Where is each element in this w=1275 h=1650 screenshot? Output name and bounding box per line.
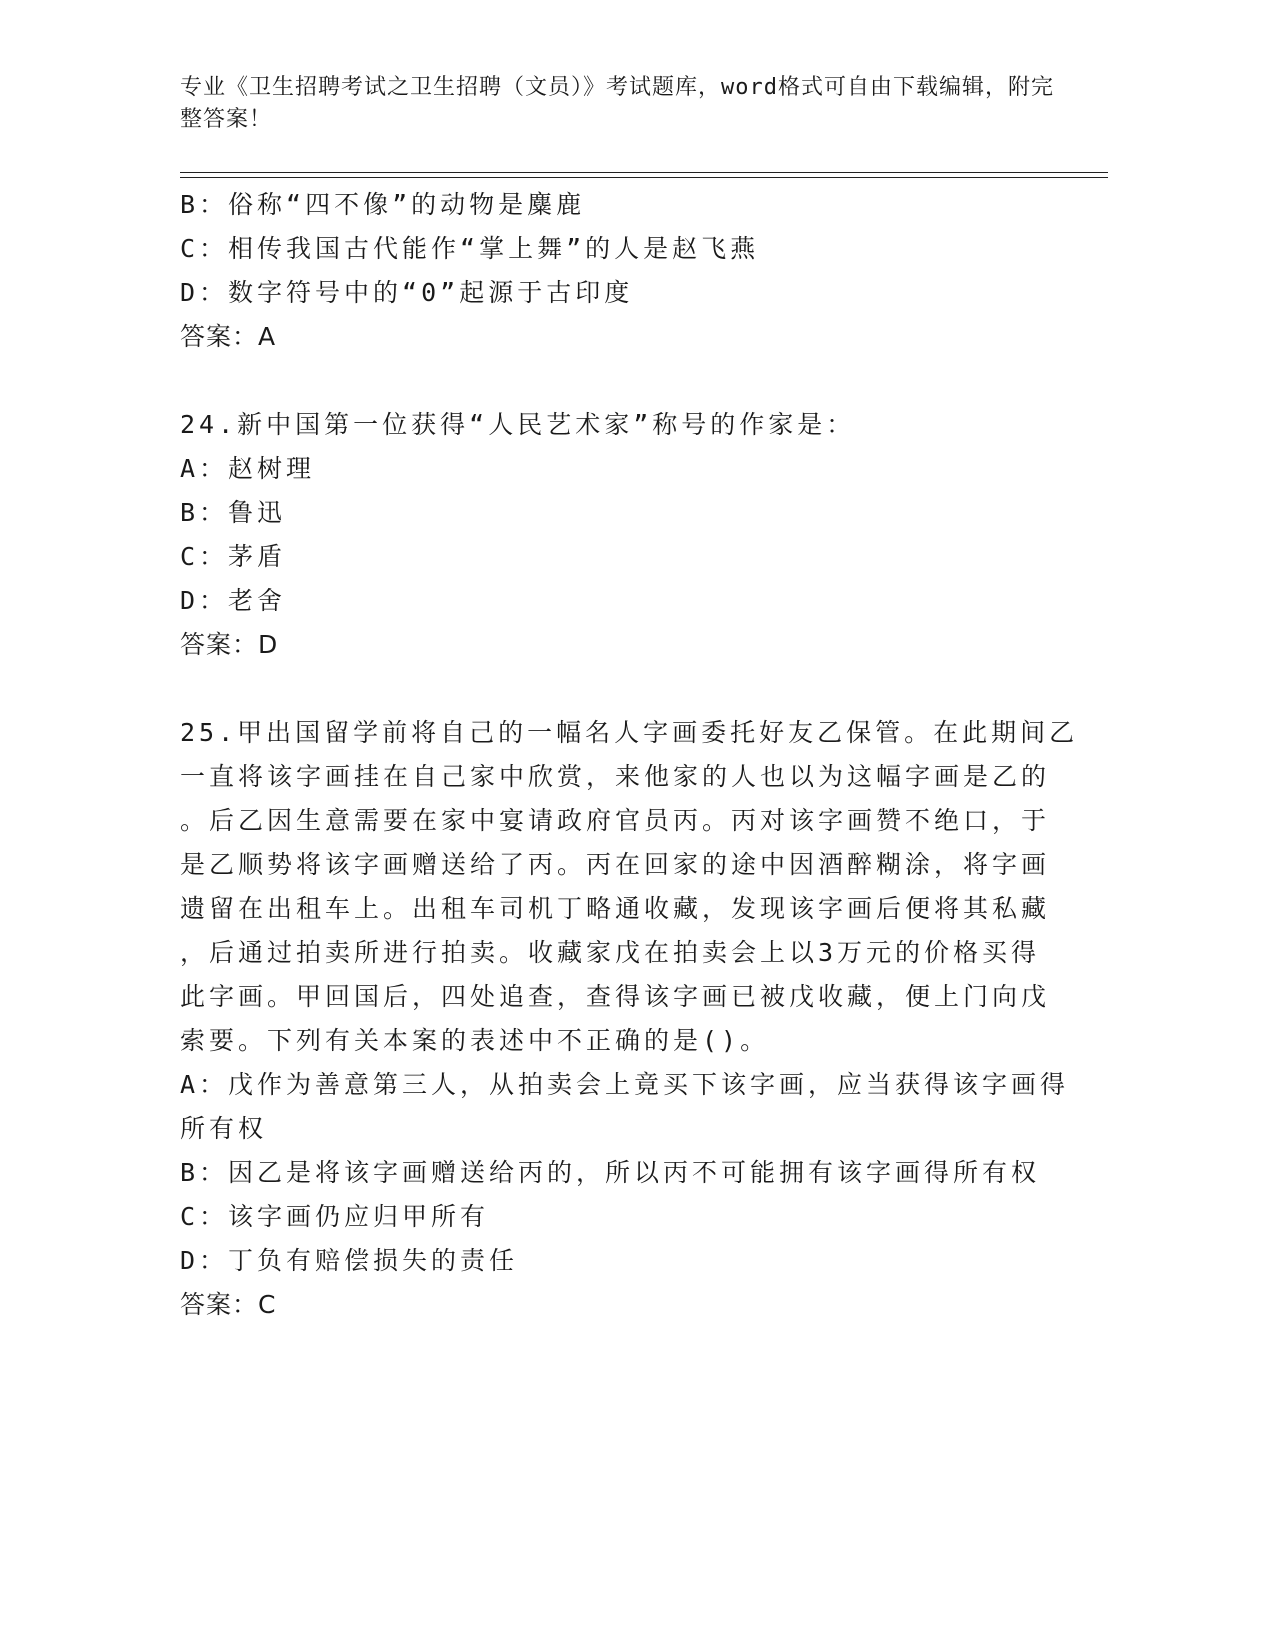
q23-option-c: C：相传我国古代能作“掌上舞”的人是赵飞燕 xyxy=(180,234,760,263)
q25-option-d: D：丁负有赔偿损失的责任 xyxy=(180,1246,519,1275)
q25-option-a-continued: 所有权 xyxy=(180,1114,268,1143)
q23-option-b: B：俗称“四不像”的动物是麋鹿 xyxy=(180,190,586,219)
spacer xyxy=(180,667,1040,711)
q24-option-a: A：赵树理 xyxy=(180,454,316,483)
q23-answer: 答案：A xyxy=(180,322,277,351)
q25-option-c: C：该字画仍应归甲所有 xyxy=(180,1202,490,1231)
header-rule-top xyxy=(180,172,1108,173)
q24-option-c: C：茅盾 xyxy=(180,542,287,571)
q25-question-line: 遗留在出租车上。出租车司机丁略通收藏，发现该字画后便将其私藏 xyxy=(180,894,1051,923)
q25-question-line: 。后乙因生意需要在家中宴请政府官员丙。丙对该字画赞不绝口，于 xyxy=(180,806,1051,835)
q25-question-line: 25.甲出国留学前将自己的一幅名人字画委托好友乙保管。在此期间乙 xyxy=(180,718,1079,747)
q24-option-d: D：老舍 xyxy=(180,586,287,615)
question-content xyxy=(180,183,1079,1327)
q25-answer: 答案：C xyxy=(180,1290,277,1319)
spacer xyxy=(180,359,1040,403)
q24-question: 24.新中国第一位获得“人民艺术家”称号的作家是： xyxy=(180,410,856,439)
q25-option-b: B：因乙是将该字画赠送给丙的，所以丙不可能拥有该字画得所有权 xyxy=(180,1158,1041,1187)
document-header: 专业《卫生招聘考试之卫生招聘（文员）》考试题库，word格式可自由下载编辑，附完整答案！ xyxy=(180,75,1054,132)
q25-option-a: A：戊作为善意第三人，从拍卖会上竟买下该字画，应当获得该字画得 xyxy=(180,1070,1070,1099)
q25-question-line: 索要。下列有关本案的表述中不正确的是()。 xyxy=(180,1026,770,1055)
q25-question-line: ，后通过拍卖所进行拍卖。收藏家戊在拍卖会上以3万元的价格买得 xyxy=(180,938,1041,967)
header-rule-bottom xyxy=(180,177,1108,178)
q25-question-line: 此字画。甲回国后，四处追查，查得该字画已被戊收藏，便上门向戊 xyxy=(180,982,1051,1011)
q23-option-d: D：数字符号中的“0”起源于古印度 xyxy=(180,278,634,307)
q24-answer: 答案：D xyxy=(180,630,279,659)
q24-option-b: B：鲁迅 xyxy=(180,498,287,527)
q25-question-line: 一直将该字画挂在自己家中欣赏，来他家的人也以为这幅字画是乙的 xyxy=(180,762,1051,791)
q25-question-line: 是乙顺势将该字画赠送给了丙。丙在回家的途中因酒醉糊涂，将字画 xyxy=(180,850,1051,879)
